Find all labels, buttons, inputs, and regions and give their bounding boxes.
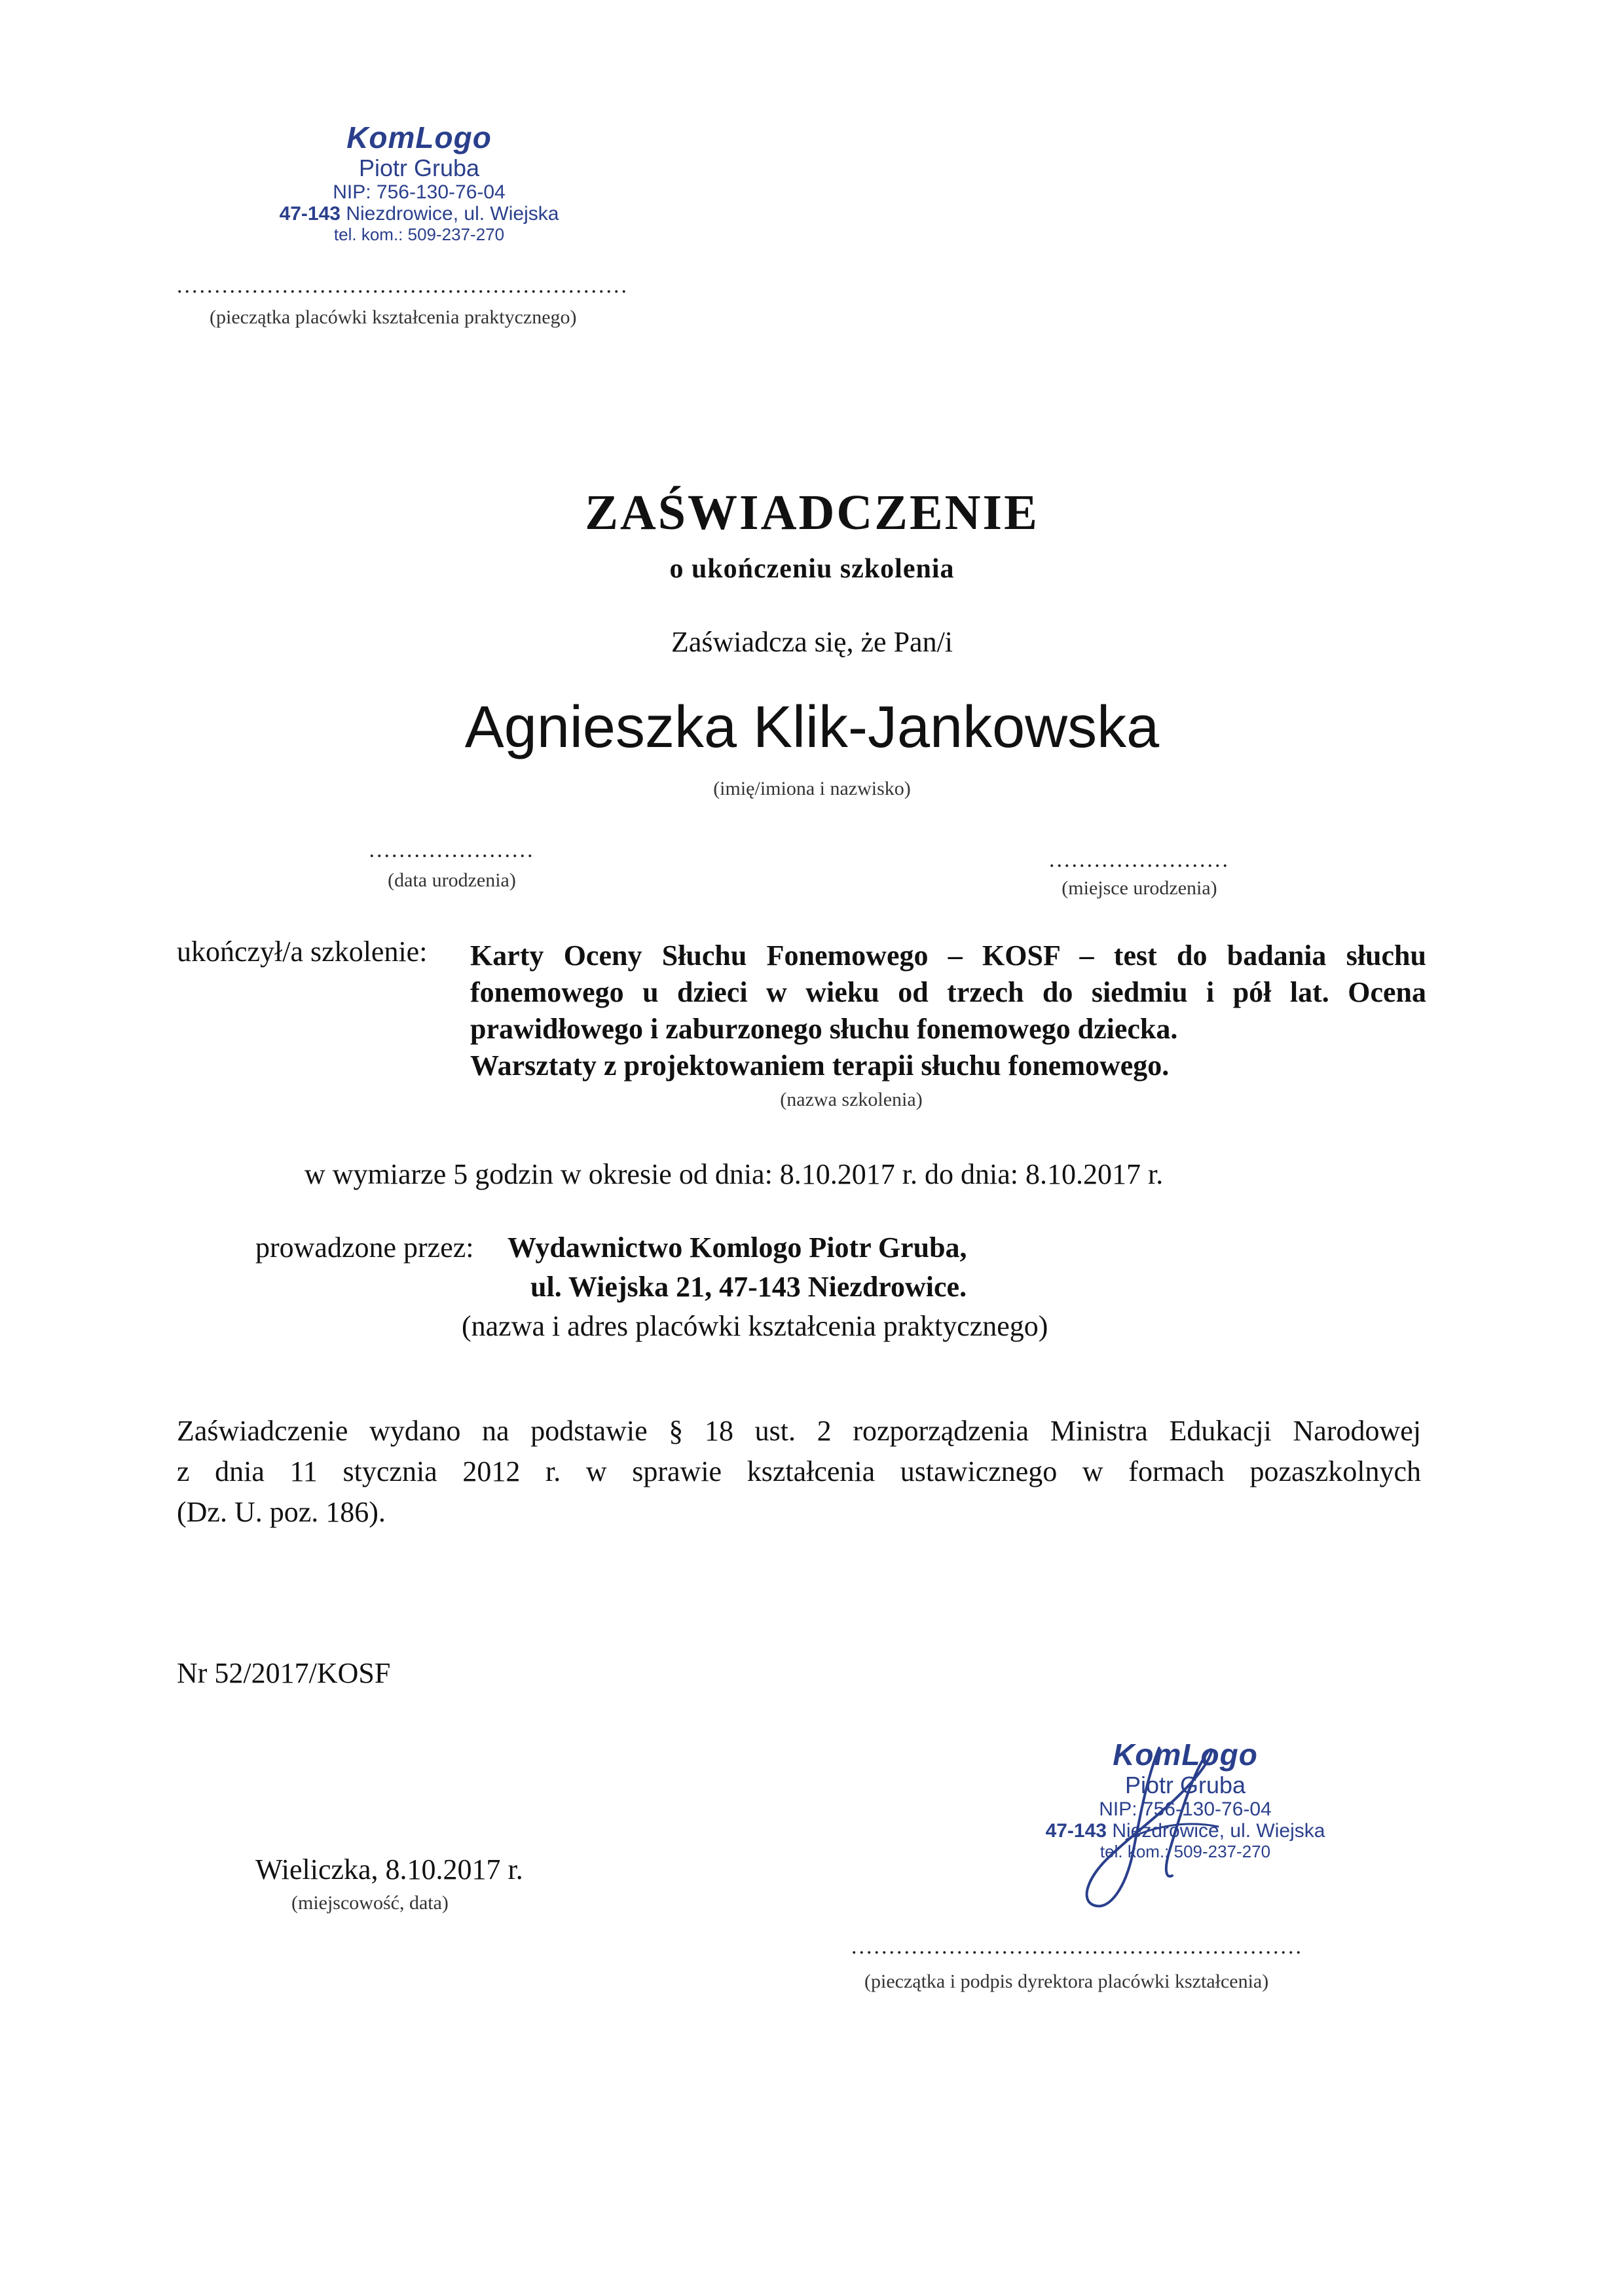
course-caption: (nazwa szkolenia) (780, 1089, 923, 1110)
course-line: Warsztaty z projektowaniem terapii słuchu fonemowego. (470, 1049, 1170, 1082)
provider-prefix: prowadzone przez: (255, 1231, 474, 1264)
place-date: Wieliczka, 8.10.2017 r. (255, 1853, 523, 1886)
certify-text: Zaświadcza się, że Pan/i (671, 626, 953, 658)
place-date-caption: (miejscowość, data) (291, 1892, 449, 1914)
signature-icon (1048, 1728, 1270, 1925)
stamp-phone: tel. kom.: 509-237-270 (1099, 1842, 1271, 1862)
stamp-address: 47-143 Niezdrowice, ul. Wiejska (1045, 1820, 1325, 1842)
course-line: fonemowego u dzieci w wieku od trzech do siedmiu i pół lat. Ocena (470, 976, 1426, 1008)
document-subtitle: o ukończeniu szkolenia (669, 554, 955, 584)
birth-place-dotted-line: ........................ (1049, 848, 1230, 872)
bottom-signature-dotted-line: ............................................................ (851, 1935, 1303, 1959)
course-line: Karty Oceny Słuchu Fonemowego – KOSF – test do badania słuchu (470, 939, 1426, 972)
legal-basis-line: (Dz. U. poz. 186). (177, 1496, 386, 1528)
bottom-signature-caption: (pieczątka i podpis dyrektora placówki kształcenia) (864, 1971, 1269, 1992)
duration-text: w wymiarze 5 godzin w okresie od dnia: 8.10.2017 r. do dnia: 8.10.2017 r. (304, 1158, 1164, 1190)
stamp-owner: Piotr Gruba (358, 154, 480, 181)
top-stamp (216, 121, 622, 244)
stamp-phone: tel. kom.: 509-237-270 (333, 225, 505, 245)
birth-date-dotted-line: ...................... (369, 838, 535, 862)
person-name: Agnieszka Klik-Jankowska (464, 695, 1160, 760)
course-prefix: ukończył/a szkolenie: (177, 936, 428, 968)
stamp-logo: KomLogo (1113, 1738, 1258, 1772)
provider-address: ul. Wiejska 21, 47-143 Niezdrowice. (530, 1271, 967, 1303)
name-caption: (imię/imiona i nazwisko) (713, 778, 911, 799)
legal-basis-line: z dnia 11 stycznia 2012 r. w sprawie kształcenia ustawicznego w formach pozaszkolnych (177, 1455, 1421, 1487)
certificate-number: Nr 52/2017/KOSF (177, 1657, 391, 1689)
stamp-nip: NIP: 756-130-76-04 (1099, 1798, 1272, 1820)
birth-date-caption: (data urodzenia) (388, 869, 516, 891)
stamp-nip: NIP: 756-130-76-04 (333, 181, 506, 203)
document-title: ZAŚWIADCZENIE (585, 485, 1039, 540)
stamp-owner: Piotr Gruba (1124, 1771, 1246, 1798)
birth-place-caption: (miejsce urodzenia) (1061, 877, 1217, 899)
top-stamp-caption: (pieczątka placówki kształcenia praktycznego) (210, 306, 577, 328)
provider-name: Wydawnictwo Komlogo Piotr Gruba, (507, 1231, 967, 1264)
legal-basis-line: Zaświadczenie wydano na podstawie § 18 ust. 2 rozporządzenia Ministra Edukacji Narodowej (177, 1415, 1421, 1447)
provider-caption: (nazwa i adres placówki kształcenia praktycznego) (462, 1310, 1048, 1342)
course-line: prawidłowego i zaburzonego słuchu fonemowego dziecka. (470, 1013, 1178, 1045)
top-stamp-dotted-line: ............................................................ (177, 274, 629, 298)
stamp-logo: KomLogo (346, 120, 492, 155)
stamp-address: 47-143 Niezdrowice, ul. Wiejska (279, 203, 559, 225)
